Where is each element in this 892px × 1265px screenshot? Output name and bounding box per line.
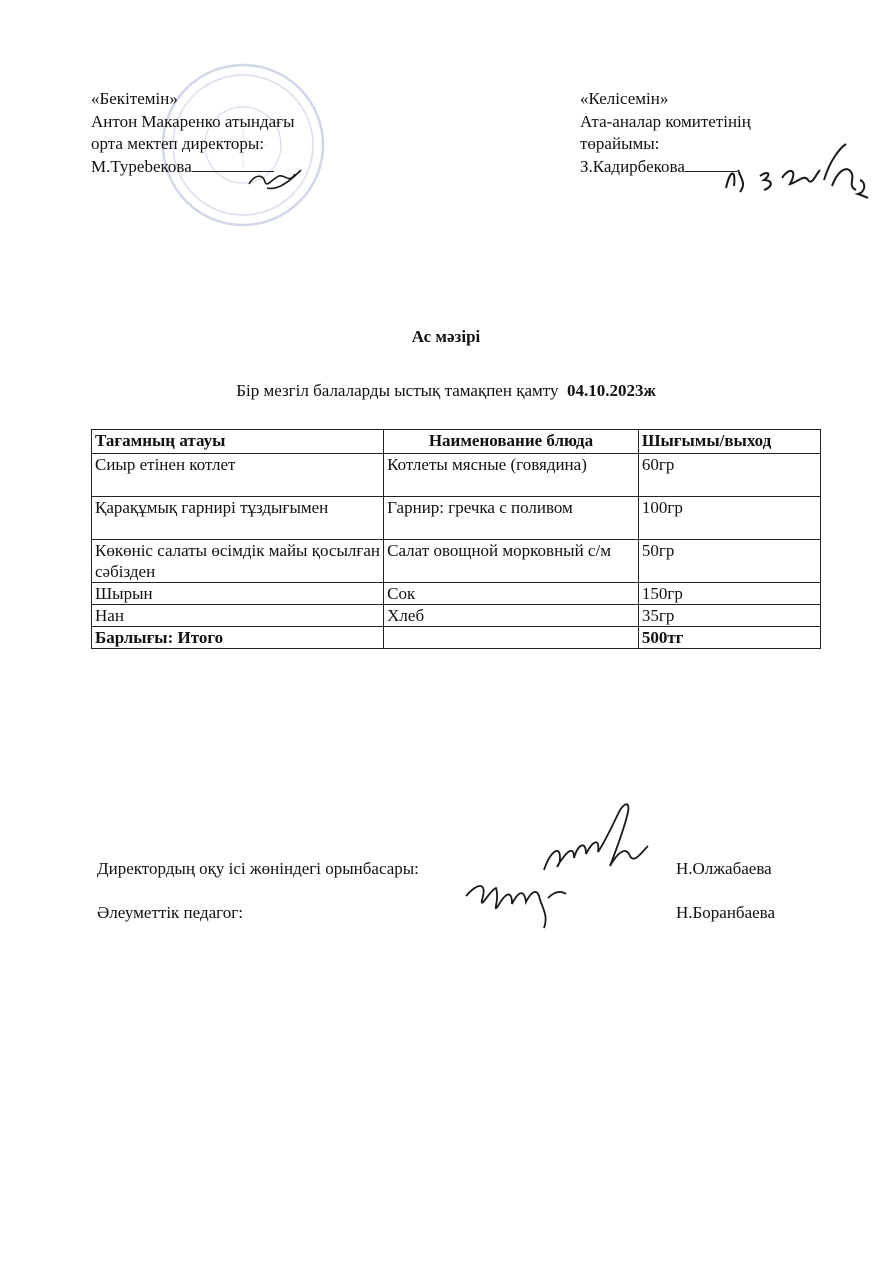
total-label: Барлығы: Итого — [92, 627, 384, 649]
pedagogue-name: Н.Боранбаева — [676, 903, 776, 922]
cell-yield: 150гр — [638, 583, 820, 605]
deputy-name: Н.Олжабаева — [676, 859, 772, 878]
agreement-line-1: Ата-аналар комитетінің — [580, 111, 751, 131]
cell-dish-ru: Котлеты мясные (говядина) — [384, 454, 639, 497]
cell-yield: 60гр — [638, 454, 820, 497]
cell-dish-kz: Қарақұмық гарнирі тұздығымен — [92, 497, 384, 540]
header-dish-kz: Тағамның атауы — [92, 430, 384, 454]
page-title: Ас мәзірі — [411, 327, 481, 346]
approval-line-1: Антон Макаренко атындағы — [91, 111, 295, 131]
total-empty — [384, 627, 639, 649]
header-dish-ru: Наименование блюда — [384, 430, 639, 454]
header-yield: Шығымы/выход — [638, 430, 820, 454]
approval-heading: «Бекітемін» — [91, 89, 178, 108]
pedagogue-role: Әлеуметтік педагог: — [97, 903, 243, 922]
table-row — [92, 605, 821, 627]
agreement-line-2: төрайымы: — [580, 134, 660, 153]
table-total-row — [92, 627, 821, 649]
cell-dish-ru: Гарнир: гречка с поливом — [384, 497, 639, 540]
table-row — [92, 583, 821, 605]
pedagogue-signature — [462, 870, 572, 930]
table-row — [92, 540, 821, 583]
agreement-block — [580, 88, 751, 178]
approval-name: М.Турebекова — [91, 156, 192, 176]
cell-yield: 100гр — [638, 497, 820, 540]
signature-line — [685, 157, 737, 172]
signature-line — [192, 157, 274, 172]
table-row — [92, 497, 821, 540]
table-header-row — [92, 430, 821, 454]
cell-yield: 35гр — [638, 605, 820, 627]
subtitle — [0, 381, 892, 401]
subtitle-date: 04.10.2023ж — [566, 381, 656, 400]
menu-table — [91, 429, 821, 649]
cell-dish-ru: Хлеб — [384, 605, 639, 627]
cell-dish-kz: Шырын — [92, 583, 384, 605]
total-value: 500тг — [638, 627, 820, 649]
table-row — [92, 454, 821, 497]
agreement-name: З.Кадирбекова — [580, 156, 685, 176]
approval-block — [91, 88, 295, 178]
cell-dish-kz: Нан — [92, 605, 384, 627]
deputy-signature — [530, 800, 650, 900]
cell-dish-kz: Сиыр етінен котлет — [92, 454, 384, 497]
approval-line-2: орта мектеп директоры: — [91, 134, 265, 153]
subtitle-text: Бір мезгіл балаларды ыстық тамақпен қамту — [236, 381, 559, 400]
cell-dish-ru: Салат овощной морковный с/м — [384, 540, 639, 583]
deputy-role: Директордың оқу ісі жөніндегі орынбасары: — [97, 859, 419, 878]
cell-dish-ru: Сок — [384, 583, 639, 605]
cell-dish-kz: Көкөніс салаты өсімдік майы қосылған сәбізден — [92, 540, 384, 583]
agreement-heading: «Келісемін» — [580, 89, 669, 108]
cell-yield: 50гр — [638, 540, 820, 583]
